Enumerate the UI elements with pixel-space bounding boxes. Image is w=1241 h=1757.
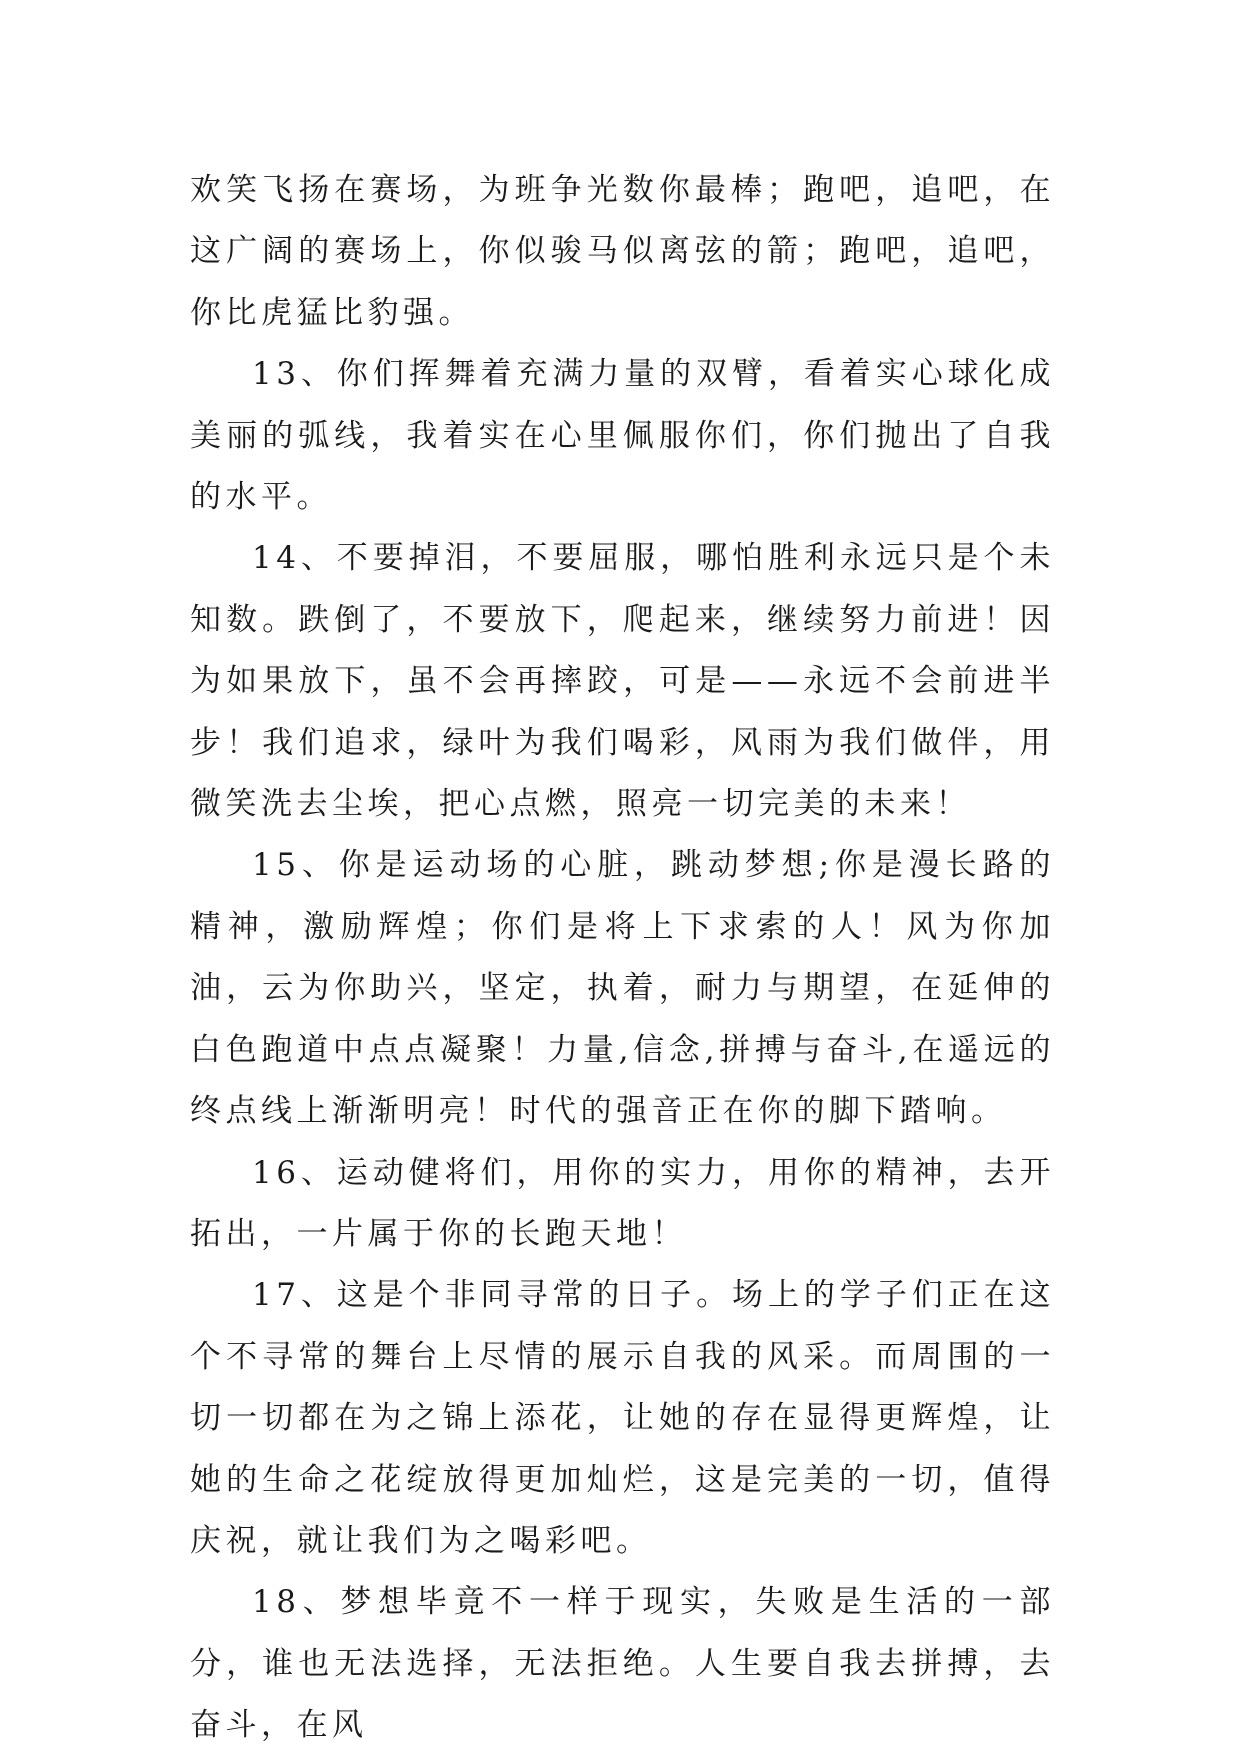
paragraph-item-17: 17、这是个非同寻常的日子。场上的学子们正在这个不寻常的舞台上尽情的展示自我的风采。而周围的一切一切都在为之锦上添花，让她的存在显得更辉煌，让她的生命之花绽放得更加灿烂，这是完美的一切，值得庆祝，就让我们为之喝彩吧。	[190, 1277, 1055, 1559]
document-body	[190, 160, 1055, 1757]
paragraph-item-15: 15、你是运动场的心脏，跳动梦想;你是漫长路的精神，激励辉煌；你们是将上下求索的人！风为你加油，云为你助兴，坚定，执着，耐力与期望，在延伸的白色跑道中点点凝聚！力量,信念,拼搏与奋斗,在遥远的终点线上渐渐明亮！时代的强音正在你的脚下踏响。	[190, 847, 1055, 1130]
paragraph-item-14: 14、不要掉泪，不要屈服，哪怕胜利永远只是个未知数。跌倒了，不要放下，爬起来，继续努力前进！因为如果放下，虽不会再摔跤，可是——永远不会前进半步！我们追求，绿叶为我们喝彩，风雨为我们做伴，用微笑洗去尘埃，把心点燃，照亮一切完美的未来！	[190, 540, 1055, 823]
paragraph-item-18: 18、梦想毕竟不一样于现实，失败是生活的一部分，谁也无法选择，无法拒绝。人生要自我去拼搏，去奋斗，在风	[190, 1584, 1055, 1744]
paragraph-item-13: 13、你们挥舞着充满力量的双臂，看着实心球化成美丽的弧线，我着实在心里佩服你们，你们抛出了自我的水平。	[190, 356, 1055, 516]
paragraph-continuation: 欢笑飞扬在赛场，为班争光数你最棒；跑吧，追吧，在这广阔的赛场上，你似骏马似离弦的箭；跑吧，追吧，你比虎猛比豹强。	[190, 172, 1055, 331]
paragraph-item-16: 16、运动健将们，用你的实力，用你的精神，去开拓出，一片属于你的长跑天地！	[190, 1154, 1055, 1252]
